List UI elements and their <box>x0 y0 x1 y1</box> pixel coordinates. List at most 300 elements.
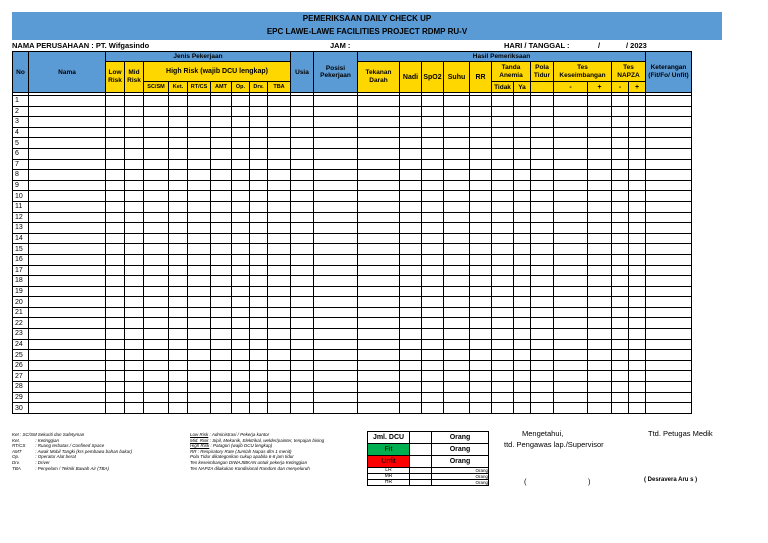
table-cell[interactable] <box>169 339 188 350</box>
table-cell[interactable] <box>612 223 629 234</box>
table-cell[interactable] <box>169 96 188 107</box>
table-cell[interactable] <box>531 244 554 255</box>
table-cell[interactable] <box>250 286 268 297</box>
table-cell[interactable] <box>268 117 291 128</box>
table-cell[interactable] <box>492 96 514 107</box>
table-cell[interactable] <box>358 127 400 138</box>
table-cell[interactable] <box>629 360 646 371</box>
table-cell[interactable] <box>125 138 144 149</box>
table-cell[interactable] <box>169 318 188 329</box>
table-cell[interactable] <box>250 360 268 371</box>
table-cell[interactable] <box>29 360 106 371</box>
table-cell[interactable] <box>422 360 444 371</box>
table-cell[interactable] <box>250 339 268 350</box>
table-cell[interactable] <box>144 265 169 276</box>
table-cell[interactable] <box>106 96 125 107</box>
table-cell[interactable] <box>232 138 250 149</box>
table-cell[interactable] <box>314 286 358 297</box>
table-cell[interactable] <box>444 212 470 223</box>
table-cell[interactable] <box>29 212 106 223</box>
table-cell[interactable] <box>531 117 554 128</box>
table-cell[interactable] <box>291 180 314 191</box>
table-cell[interactable] <box>291 265 314 276</box>
table-cell[interactable] <box>588 403 612 414</box>
table-cell[interactable] <box>612 297 629 308</box>
table-cell[interactable] <box>291 159 314 170</box>
table-cell[interactable] <box>531 148 554 159</box>
table-cell[interactable] <box>470 127 492 138</box>
table-cell[interactable] <box>250 382 268 393</box>
table-cell[interactable] <box>314 371 358 382</box>
table-cell[interactable] <box>169 360 188 371</box>
table-cell[interactable] <box>358 265 400 276</box>
table-cell[interactable] <box>188 276 211 287</box>
table-cell[interactable] <box>169 106 188 117</box>
table-cell[interactable] <box>646 360 692 371</box>
table-cell[interactable] <box>514 96 531 107</box>
table-cell[interactable] <box>29 371 106 382</box>
table-cell[interactable] <box>492 170 514 181</box>
table-cell[interactable] <box>314 382 358 393</box>
table-cell[interactable] <box>358 254 400 265</box>
table-cell[interactable] <box>268 212 291 223</box>
table-cell[interactable] <box>358 392 400 403</box>
table-cell[interactable] <box>169 159 188 170</box>
table-cell[interactable] <box>531 329 554 340</box>
table-cell[interactable] <box>422 138 444 149</box>
table-cell[interactable] <box>422 382 444 393</box>
table-cell[interactable] <box>554 96 588 107</box>
table-cell[interactable] <box>106 180 125 191</box>
table-cell[interactable] <box>232 403 250 414</box>
table-cell[interactable] <box>125 297 144 308</box>
table-cell[interactable] <box>314 329 358 340</box>
table-cell[interactable] <box>358 117 400 128</box>
table-cell[interactable] <box>470 233 492 244</box>
table-cell[interactable] <box>531 106 554 117</box>
table-cell[interactable] <box>144 392 169 403</box>
table-cell[interactable] <box>422 201 444 212</box>
table-cell[interactable] <box>144 350 169 361</box>
table-cell[interactable] <box>268 403 291 414</box>
table-cell[interactable] <box>291 403 314 414</box>
table-cell[interactable] <box>29 159 106 170</box>
table-cell[interactable] <box>144 339 169 350</box>
table-cell[interactable] <box>492 371 514 382</box>
table-cell[interactable] <box>106 297 125 308</box>
table-cell[interactable] <box>422 191 444 202</box>
table-cell[interactable] <box>554 382 588 393</box>
table-cell[interactable] <box>400 276 422 287</box>
table-cell[interactable] <box>268 276 291 287</box>
table-cell[interactable] <box>554 339 588 350</box>
table-cell[interactable] <box>358 339 400 350</box>
table-cell[interactable] <box>470 106 492 117</box>
table-cell[interactable] <box>531 360 554 371</box>
table-cell[interactable] <box>29 276 106 287</box>
table-cell[interactable] <box>29 286 106 297</box>
table-cell[interactable] <box>125 244 144 255</box>
table-cell[interactable] <box>188 297 211 308</box>
table-cell[interactable] <box>211 382 232 393</box>
table-cell[interactable] <box>492 127 514 138</box>
table-cell[interactable] <box>314 191 358 202</box>
table-cell[interactable] <box>29 201 106 212</box>
table-cell[interactable] <box>612 106 629 117</box>
table-cell[interactable] <box>125 127 144 138</box>
table-cell[interactable] <box>188 96 211 107</box>
table-cell[interactable] <box>144 371 169 382</box>
table-cell[interactable] <box>588 276 612 287</box>
table-cell[interactable] <box>169 180 188 191</box>
table-cell[interactable] <box>470 403 492 414</box>
table-cell[interactable] <box>470 286 492 297</box>
table-cell[interactable] <box>422 159 444 170</box>
table-cell[interactable] <box>444 318 470 329</box>
table-cell[interactable] <box>514 339 531 350</box>
table-cell[interactable] <box>29 117 106 128</box>
table-cell[interactable] <box>444 191 470 202</box>
table-cell[interactable] <box>188 159 211 170</box>
table-cell[interactable] <box>268 371 291 382</box>
table-cell[interactable] <box>612 117 629 128</box>
table-cell[interactable] <box>514 276 531 287</box>
table-cell[interactable] <box>211 191 232 202</box>
table-cell[interactable] <box>358 318 400 329</box>
table-cell[interactable] <box>444 254 470 265</box>
table-cell[interactable] <box>554 403 588 414</box>
table-cell[interactable] <box>125 392 144 403</box>
table-cell[interactable] <box>612 339 629 350</box>
table-cell[interactable] <box>422 96 444 107</box>
table-cell[interactable] <box>169 286 188 297</box>
table-cell[interactable] <box>169 233 188 244</box>
table-cell[interactable] <box>29 106 106 117</box>
table-cell[interactable] <box>144 127 169 138</box>
table-cell[interactable] <box>125 117 144 128</box>
table-cell[interactable] <box>250 307 268 318</box>
table-cell[interactable] <box>646 339 692 350</box>
table-cell[interactable] <box>169 392 188 403</box>
table-cell[interactable] <box>612 403 629 414</box>
table-cell[interactable] <box>314 212 358 223</box>
table-cell[interactable] <box>169 382 188 393</box>
table-cell[interactable] <box>588 233 612 244</box>
table-cell[interactable] <box>358 233 400 244</box>
table-cell[interactable] <box>291 339 314 350</box>
table-cell[interactable] <box>144 360 169 371</box>
table-cell[interactable] <box>268 254 291 265</box>
table-cell[interactable] <box>629 339 646 350</box>
table-cell[interactable] <box>232 244 250 255</box>
table-cell[interactable] <box>444 286 470 297</box>
table-cell[interactable] <box>250 350 268 361</box>
table-cell[interactable] <box>188 127 211 138</box>
table-cell[interactable] <box>554 117 588 128</box>
table-cell[interactable] <box>629 148 646 159</box>
table-cell[interactable] <box>588 265 612 276</box>
table-cell[interactable] <box>188 350 211 361</box>
table-cell[interactable] <box>514 117 531 128</box>
table-cell[interactable] <box>106 286 125 297</box>
table-cell[interactable] <box>188 106 211 117</box>
table-cell[interactable] <box>314 392 358 403</box>
table-cell[interactable] <box>144 254 169 265</box>
table-cell[interactable] <box>531 403 554 414</box>
table-cell[interactable] <box>554 286 588 297</box>
table-cell[interactable] <box>250 191 268 202</box>
table-cell[interactable] <box>169 403 188 414</box>
table-cell[interactable] <box>400 233 422 244</box>
table-cell[interactable] <box>444 127 470 138</box>
table-cell[interactable] <box>169 138 188 149</box>
table-cell[interactable] <box>268 106 291 117</box>
table-cell[interactable] <box>470 265 492 276</box>
table-cell[interactable] <box>400 265 422 276</box>
table-cell[interactable] <box>514 350 531 361</box>
table-cell[interactable] <box>232 392 250 403</box>
table-cell[interactable] <box>188 382 211 393</box>
table-cell[interactable] <box>125 233 144 244</box>
table-cell[interactable] <box>422 318 444 329</box>
table-cell[interactable] <box>169 276 188 287</box>
table-cell[interactable] <box>169 212 188 223</box>
table-cell[interactable] <box>291 233 314 244</box>
table-cell[interactable] <box>291 106 314 117</box>
table-cell[interactable] <box>646 350 692 361</box>
table-cell[interactable] <box>29 138 106 149</box>
table-cell[interactable] <box>188 223 211 234</box>
table-cell[interactable] <box>125 96 144 107</box>
table-cell[interactable] <box>314 106 358 117</box>
table-cell[interactable] <box>470 170 492 181</box>
table-cell[interactable] <box>646 170 692 181</box>
table-cell[interactable] <box>358 382 400 393</box>
table-cell[interactable] <box>211 127 232 138</box>
table-cell[interactable] <box>514 148 531 159</box>
table-cell[interactable] <box>106 127 125 138</box>
table-cell[interactable] <box>629 96 646 107</box>
table-cell[interactable] <box>492 223 514 234</box>
table-cell[interactable] <box>314 307 358 318</box>
table-cell[interactable] <box>629 244 646 255</box>
table-cell[interactable] <box>291 392 314 403</box>
table-cell[interactable] <box>144 286 169 297</box>
table-cell[interactable] <box>612 148 629 159</box>
table-cell[interactable] <box>629 212 646 223</box>
table-cell[interactable] <box>232 307 250 318</box>
table-cell[interactable] <box>444 159 470 170</box>
table-cell[interactable] <box>444 117 470 128</box>
table-cell[interactable] <box>314 148 358 159</box>
table-cell[interactable] <box>422 212 444 223</box>
table-cell[interactable] <box>188 244 211 255</box>
table-cell[interactable] <box>169 117 188 128</box>
table-cell[interactable] <box>444 371 470 382</box>
table-cell[interactable] <box>144 233 169 244</box>
table-cell[interactable] <box>268 382 291 393</box>
table-cell[interactable] <box>646 233 692 244</box>
table-cell[interactable] <box>125 201 144 212</box>
table-cell[interactable] <box>291 276 314 287</box>
table-cell[interactable] <box>188 307 211 318</box>
table-cell[interactable] <box>531 297 554 308</box>
table-cell[interactable] <box>612 318 629 329</box>
table-cell[interactable] <box>125 403 144 414</box>
table-cell[interactable] <box>492 180 514 191</box>
table-cell[interactable] <box>400 360 422 371</box>
table-cell[interactable] <box>400 318 422 329</box>
table-cell[interactable] <box>232 254 250 265</box>
table-cell[interactable] <box>106 159 125 170</box>
table-cell[interactable] <box>554 276 588 287</box>
table-cell[interactable] <box>400 329 422 340</box>
table-cell[interactable] <box>400 350 422 361</box>
table-cell[interactable] <box>291 382 314 393</box>
table-cell[interactable] <box>211 117 232 128</box>
table-cell[interactable] <box>629 265 646 276</box>
table-cell[interactable] <box>588 244 612 255</box>
table-cell[interactable] <box>232 286 250 297</box>
table-cell[interactable] <box>554 254 588 265</box>
table-cell[interactable] <box>144 191 169 202</box>
table-cell[interactable] <box>211 265 232 276</box>
table-cell[interactable] <box>188 233 211 244</box>
table-cell[interactable] <box>268 159 291 170</box>
table-cell[interactable] <box>629 382 646 393</box>
table-cell[interactable] <box>268 191 291 202</box>
table-cell[interactable] <box>629 106 646 117</box>
table-cell[interactable] <box>514 307 531 318</box>
table-cell[interactable] <box>629 233 646 244</box>
table-cell[interactable] <box>646 265 692 276</box>
table-cell[interactable] <box>291 127 314 138</box>
table-cell[interactable] <box>492 286 514 297</box>
table-cell[interactable] <box>106 371 125 382</box>
table-cell[interactable] <box>250 201 268 212</box>
table-cell[interactable] <box>612 138 629 149</box>
table-cell[interactable] <box>291 96 314 107</box>
table-cell[interactable] <box>492 244 514 255</box>
table-cell[interactable] <box>422 244 444 255</box>
table-cell[interactable] <box>358 170 400 181</box>
table-cell[interactable] <box>400 127 422 138</box>
table-cell[interactable] <box>144 329 169 340</box>
table-cell[interactable] <box>29 148 106 159</box>
table-cell[interactable] <box>106 148 125 159</box>
table-cell[interactable] <box>470 307 492 318</box>
table-cell[interactable] <box>588 180 612 191</box>
table-cell[interactable] <box>444 201 470 212</box>
table-cell[interactable] <box>268 201 291 212</box>
table-cell[interactable] <box>268 329 291 340</box>
table-cell[interactable] <box>492 254 514 265</box>
table-cell[interactable] <box>588 382 612 393</box>
table-cell[interactable] <box>612 244 629 255</box>
table-cell[interactable] <box>531 138 554 149</box>
table-cell[interactable] <box>291 212 314 223</box>
table-cell[interactable] <box>646 307 692 318</box>
table-cell[interactable] <box>125 360 144 371</box>
table-cell[interactable] <box>444 392 470 403</box>
table-cell[interactable] <box>492 106 514 117</box>
table-cell[interactable] <box>232 106 250 117</box>
table-cell[interactable] <box>646 318 692 329</box>
table-cell[interactable] <box>646 297 692 308</box>
table-cell[interactable] <box>250 180 268 191</box>
table-cell[interactable] <box>470 191 492 202</box>
table-cell[interactable] <box>646 223 692 234</box>
table-cell[interactable] <box>646 286 692 297</box>
table-cell[interactable] <box>588 138 612 149</box>
table-cell[interactable] <box>514 254 531 265</box>
table-cell[interactable] <box>444 96 470 107</box>
table-cell[interactable] <box>125 307 144 318</box>
table-cell[interactable] <box>314 276 358 287</box>
table-cell[interactable] <box>588 392 612 403</box>
table-cell[interactable] <box>470 201 492 212</box>
table-cell[interactable] <box>470 297 492 308</box>
table-cell[interactable] <box>268 350 291 361</box>
table-cell[interactable] <box>268 148 291 159</box>
table-cell[interactable] <box>358 223 400 234</box>
table-cell[interactable] <box>250 223 268 234</box>
table-cell[interactable] <box>492 276 514 287</box>
table-cell[interactable] <box>232 339 250 350</box>
table-cell[interactable] <box>358 360 400 371</box>
table-cell[interactable] <box>232 127 250 138</box>
table-cell[interactable] <box>29 265 106 276</box>
table-cell[interactable] <box>612 286 629 297</box>
table-cell[interactable] <box>612 212 629 223</box>
table-cell[interactable] <box>250 170 268 181</box>
table-cell[interactable] <box>106 382 125 393</box>
table-cell[interactable] <box>470 212 492 223</box>
table-cell[interactable] <box>291 191 314 202</box>
table-cell[interactable] <box>232 297 250 308</box>
table-cell[interactable] <box>211 307 232 318</box>
table-cell[interactable] <box>554 159 588 170</box>
table-cell[interactable] <box>531 276 554 287</box>
table-cell[interactable] <box>422 254 444 265</box>
table-cell[interactable] <box>211 360 232 371</box>
table-cell[interactable] <box>492 392 514 403</box>
table-cell[interactable] <box>554 392 588 403</box>
table-cell[interactable] <box>531 286 554 297</box>
table-cell[interactable] <box>211 159 232 170</box>
table-cell[interactable] <box>514 201 531 212</box>
table-cell[interactable] <box>169 265 188 276</box>
table-cell[interactable] <box>106 254 125 265</box>
table-cell[interactable] <box>470 329 492 340</box>
table-cell[interactable] <box>422 223 444 234</box>
table-cell[interactable] <box>470 254 492 265</box>
table-cell[interactable] <box>125 318 144 329</box>
table-cell[interactable] <box>211 350 232 361</box>
table-cell[interactable] <box>314 127 358 138</box>
table-cell[interactable] <box>358 212 400 223</box>
table-cell[interactable] <box>629 254 646 265</box>
table-cell[interactable] <box>250 403 268 414</box>
table-cell[interactable] <box>612 233 629 244</box>
table-cell[interactable] <box>29 244 106 255</box>
table-cell[interactable] <box>588 148 612 159</box>
table-cell[interactable] <box>629 159 646 170</box>
table-cell[interactable] <box>629 191 646 202</box>
table-cell[interactable] <box>106 403 125 414</box>
table-cell[interactable] <box>470 148 492 159</box>
table-cell[interactable] <box>514 106 531 117</box>
